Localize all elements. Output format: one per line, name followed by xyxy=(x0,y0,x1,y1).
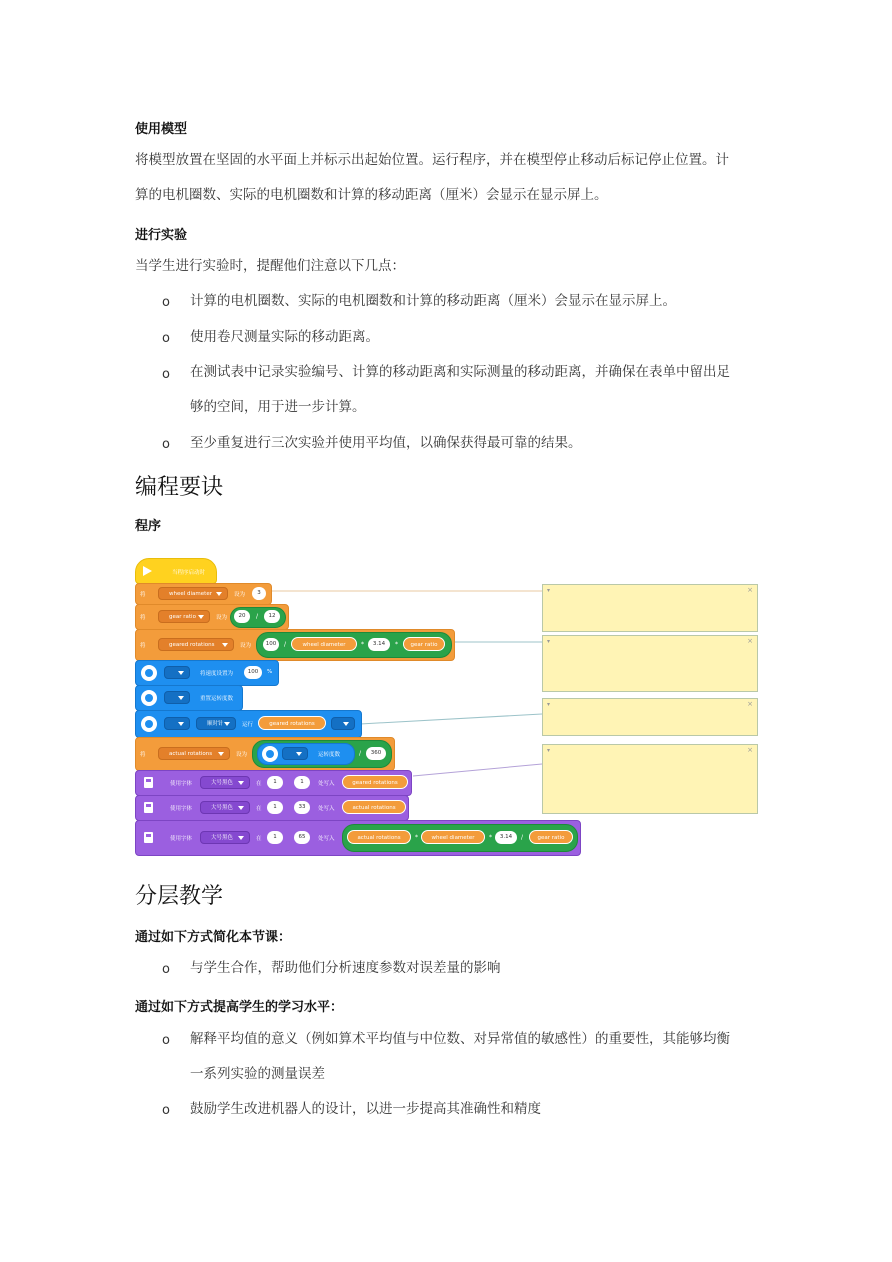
comment-note[interactable] xyxy=(542,584,758,632)
set-speed-block[interactable]: 将速度设置为 100 % xyxy=(135,660,279,686)
collapse-icon[interactable]: ▾ xyxy=(547,587,551,594)
list-item: 计算的电机圈数、实际的电机圈数和计算的移动距离（厘米）会显示在显示屏上。 xyxy=(190,293,676,309)
list-item: 鼓励学生改进机器人的设计，以进一步提高其准确性和精度 xyxy=(190,1101,541,1117)
heading-simplify: 通过如下方式简化本节课： xyxy=(135,930,292,945)
bullet-mark: o xyxy=(162,437,170,452)
motor-icon xyxy=(141,716,157,732)
motor-port-dropdown[interactable] xyxy=(282,747,308,760)
section-title-programming: 编程要诀 xyxy=(135,475,224,500)
bullet-mark: o xyxy=(162,1033,170,1048)
section-title-differentiation: 分层教学 xyxy=(135,884,224,909)
motor-port-dropdown[interactable] xyxy=(164,691,190,704)
variable-dropdown[interactable]: gear ratio xyxy=(158,610,210,623)
hub-screen-icon xyxy=(144,832,153,843)
set-variable-block[interactable]: 将 wheel diameter 设为 3 xyxy=(135,583,272,605)
motor-icon xyxy=(141,690,157,706)
nested-operators[interactable]: 100 / wheel diameter * 3.14 * gear ratio xyxy=(256,632,452,658)
list-item: 使用卷尺测量实际的移动距离。 xyxy=(190,329,379,345)
paragraph-line: 将模型放置在坚固的水平面上并标示出起始位置。运行程序，并在模型停止移动后标记停止位置。计 xyxy=(135,152,729,168)
bullet-mark: o xyxy=(162,367,170,382)
heading-extend: 通过如下方式提高学生的学习水平： xyxy=(135,1000,344,1015)
motor-port-dropdown[interactable] xyxy=(164,717,190,730)
divide-operator[interactable]: 运转度数 / 360 xyxy=(252,740,392,768)
close-icon[interactable]: × xyxy=(747,586,753,594)
hub-screen-icon xyxy=(144,802,153,813)
direction-dropdown[interactable]: 顺时针 xyxy=(196,717,236,730)
nested-operators[interactable]: actual rotations * wheel diameter * 3.14 / gear ratio xyxy=(342,824,578,852)
hat-label: 当程序启动时 xyxy=(172,570,206,576)
font-dropdown[interactable]: 大号黑色 xyxy=(200,801,250,814)
reset-degrees-block[interactable]: 重置运转度数 xyxy=(135,685,243,711)
close-icon[interactable]: × xyxy=(747,637,753,645)
list-item-continuation: 一系列实验的测量误差 xyxy=(190,1066,325,1082)
variable-dropdown[interactable]: wheel diameter xyxy=(158,587,228,600)
heading-program: 程序 xyxy=(135,519,162,534)
set-variable-block[interactable]: 将 geared rotations 设为 100 / wheel diameter * 3.14 * gear ratio xyxy=(135,629,455,661)
list-item-continuation: 够的空间，用于进一步计算。 xyxy=(190,399,366,415)
hat-block-when-program-starts[interactable] xyxy=(135,558,217,584)
set-variable-block[interactable]: 将 gear ratio 设为 20 / 12 xyxy=(135,604,289,630)
list-item: 在测试表中记录实验编号、计算的移动距离和实际测量的移动距离，并确保在表单中留出足 xyxy=(190,364,730,380)
bullet-mark: o xyxy=(162,331,170,346)
bullet-mark: o xyxy=(162,1103,170,1118)
play-icon xyxy=(143,566,152,576)
comment-note[interactable] xyxy=(542,635,758,692)
motor-icon xyxy=(141,665,157,681)
close-icon[interactable]: × xyxy=(747,700,753,708)
display-write-block[interactable]: 使用字体 大号黑色 在 1 65 处写入 actual rotations * wheel diameter * 3.14 / gear ratio xyxy=(135,820,581,856)
bullet-mark: o xyxy=(162,295,170,310)
bullet-mark: o xyxy=(162,962,170,977)
font-dropdown[interactable]: 大号黑色 xyxy=(200,831,250,844)
program-screenshot xyxy=(135,548,760,860)
collapse-icon[interactable]: ▾ xyxy=(547,638,551,645)
close-icon[interactable]: × xyxy=(747,746,753,754)
hub-screen-icon xyxy=(144,777,153,788)
heading-use-model: 使用模型 xyxy=(135,122,188,137)
run-motor-block[interactable]: 顺时针 运行 geared rotations xyxy=(135,710,362,738)
font-dropdown[interactable]: 大号黑色 xyxy=(200,776,250,789)
list-item: 解释平均值的意义（例如算术平均值与中位数、对异常值的敏感性）的重要性，其能够均衡 xyxy=(190,1031,730,1047)
intro-text: 当学生进行实验时，提醒他们注意以下几点： xyxy=(135,258,405,274)
display-write-block[interactable]: 使用字体 大号黑色 在 1 33 处写入 actual rotations xyxy=(135,795,409,821)
comment-note[interactable] xyxy=(542,698,758,736)
set-variable-block[interactable]: 将 actual rotations 设为 运转度数 / 360 xyxy=(135,737,395,771)
heading-experiment: 进行实验 xyxy=(135,228,188,243)
variable-dropdown[interactable]: geared rotations xyxy=(158,638,234,651)
unit-dropdown[interactable] xyxy=(331,717,355,730)
motor-icon xyxy=(262,746,278,762)
variable-dropdown[interactable]: actual rotations xyxy=(158,747,230,760)
divide-operator[interactable]: 20 / 12 xyxy=(230,607,286,628)
motor-port-dropdown[interactable] xyxy=(164,666,190,679)
display-write-block[interactable]: 使用字体 大号黑色 在 1 1 处写入 geared rotations xyxy=(135,770,412,796)
list-item: 与学生合作，帮助他们分析速度参数对误差量的影响 xyxy=(190,960,501,976)
paragraph-line: 算的电机圈数、实际的电机圈数和计算的移动距离（厘米）会显示在显示屏上。 xyxy=(135,187,608,203)
list-item: 至少重复进行三次实验并使用平均值，以确保获得最可靠的结果。 xyxy=(190,435,582,451)
value-input[interactable]: 3 xyxy=(252,587,266,600)
comment-note[interactable] xyxy=(542,744,758,814)
motor-degrees-reporter[interactable]: 运转度数 xyxy=(257,743,355,765)
collapse-icon[interactable]: ▾ xyxy=(547,747,551,754)
collapse-icon[interactable]: ▾ xyxy=(547,701,551,708)
